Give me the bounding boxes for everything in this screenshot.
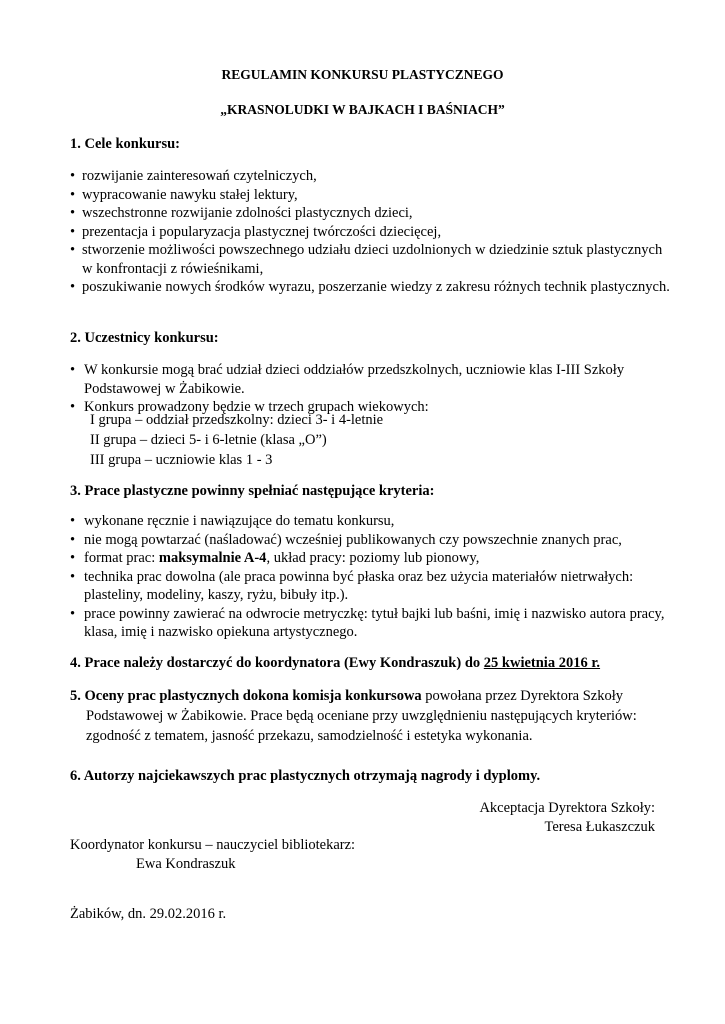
list-item: • W konkursie mogą brać udział dzieci oddziałów przedszkolnych, uczniowie klas I-III Szkoły Podstawowej w Żabikowie.	[70, 361, 670, 398]
list-item: • wszechstronne rozwijanie zdolności plastycznych dzieci,	[70, 204, 670, 223]
section-1-list	[70, 167, 670, 297]
deadline-date: 25 kwietnia 2016 r.	[483, 655, 601, 671]
place-date: Żabików, dn. 29.02.2016 r.	[70, 906, 227, 922]
list-item: • wypracowanie nawyku stałej lektury,	[70, 186, 670, 205]
document-subtitle: „KRASNOLUDKI W BAJKACH I BAŚNIACH”	[220, 102, 505, 117]
section-5-rest: powołana przez Dyrektora Szkoły	[421, 688, 623, 704]
section-4-paragraph	[70, 654, 670, 673]
list-item: • Konkurs prowadzony będzie w trzech grupach wiekowych:	[70, 398, 670, 417]
section-5-line-2: Podstawowej w Żabikowie. Prace będą oceniane przy uwzględnieniu następujących kryteriów:	[86, 708, 637, 724]
section-3-heading: 3. Prace plastyczne powinny spełniać następujące kryteria:	[70, 483, 435, 499]
list-item: • technika prac dowolna (ale praca powinna być płaska oraz bez użycia materiałów nietrwałych: plasteliny, modeliny, kaszy, ryżu, bibuły itp.).	[70, 568, 670, 605]
section-5-line-1	[70, 686, 670, 706]
section-5-line-3: zgodność z tematem, jasność przekazu, samodzielność i estetyka wykonania.	[86, 728, 533, 744]
section-5-paragraph	[70, 686, 670, 746]
age-group-item: III grupa – uczniowie klas 1 - 3	[90, 452, 273, 468]
section-1-heading: 1. Cele konkursu:	[70, 136, 180, 152]
list-item: • prezentacja i popularyzacja plastycznej twórczości dziecięcej,	[70, 223, 670, 242]
age-groups	[90, 410, 383, 470]
list-item: • nie mogą powtarzać (naśladować) wcześniej publikowanych czy powszechnie znanych prac,	[70, 531, 670, 550]
list-item: • prace powinny zawierać na odwrocie metryczkę: tytuł bajki lub baśni, imię i nazwisko autora pracy, klasa, imię i nazwisko opiekuna artystycznego.	[70, 605, 670, 642]
age-group-item: II grupa – dzieci 5- i 6-letnie (klasa „O”)	[90, 432, 327, 448]
section-2-list	[70, 361, 670, 417]
format-layout: , układ pracy: poziomy lub pionowy,	[266, 550, 480, 566]
list-item: • poszukiwanie nowych środków wyrazu, poszerzanie wiedzy z zakresu różnych technik plastycznych.	[70, 278, 670, 297]
list-item: • stworzenie możliwości powszechnego udziału dzieci uzdolnionych w dziedzinie sztuk plastycznych w konfrontacji z rówieśnikami,	[70, 241, 670, 278]
document-title: REGULAMIN KONKURSU PLASTYCZNEGO	[221, 67, 504, 82]
list-item: • wykonane ręcznie i nawiązujące do tematu konkursu,	[70, 512, 670, 531]
section-5-bold: 5. Oceny prac plastycznych dokona komisja konkursowa	[70, 688, 422, 704]
section-2-heading: 2. Uczestnicy konkursu:	[70, 330, 219, 346]
section-6-paragraph: 6. Autorzy najciekawszych prac plastycznych otrzymają nagrody i dyplomy.	[70, 768, 541, 784]
age-group-item: I grupa – oddział przedszkolny: dzieci 3- i 4-letnie	[90, 412, 384, 428]
coordinator-name: Ewa Kondraszuk	[136, 856, 236, 872]
list-item: • rozwijanie zainteresowań czytelniczych,	[70, 167, 670, 186]
section-3-list	[70, 512, 670, 642]
list-item	[70, 549, 670, 568]
format-max: maksymalnie A-4	[158, 550, 267, 566]
coordinator-label: Koordynator konkursu – nauczyciel bibliotekarz:	[70, 837, 356, 853]
section-4-text: 4. Prace należy dostarczyć do koordynatora (Ewy Kondraszuk) do	[70, 655, 484, 671]
acceptance-label: Akceptacja Dyrektora Szkoły:	[479, 800, 655, 816]
format-label: format prac:	[84, 550, 159, 566]
acceptance-name: Teresa Łukaszczuk	[544, 819, 655, 835]
